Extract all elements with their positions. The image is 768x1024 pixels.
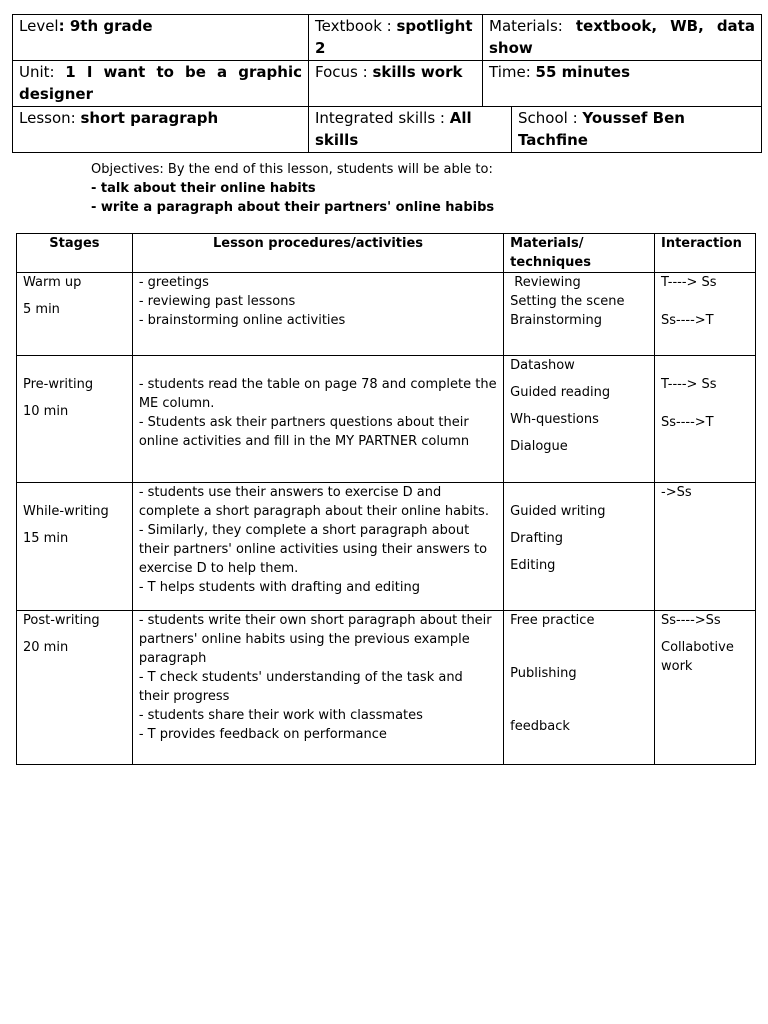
skills-cell: Integrated skills : All skills — [309, 107, 512, 153]
header-row-2 — [13, 61, 762, 107]
table-row — [17, 356, 756, 483]
materials-cell: Materials: textbook, WB, data show — [483, 15, 762, 61]
stage-cell: Post-writing 20 min — [17, 611, 133, 765]
objectives-section — [91, 160, 494, 217]
table-row — [17, 483, 756, 611]
focus-cell: Focus : skills work — [309, 61, 483, 107]
header-row-1 — [13, 15, 762, 61]
stage-cell: Pre-writing 10 min — [17, 356, 133, 483]
textbook-cell: Textbook : spotlight 2 — [309, 15, 483, 61]
interaction-cell: T----> Ss Ss---->T — [655, 356, 756, 483]
procedures-cell: - greetings - reviewing past lessons - brainstorming online activities — [132, 273, 503, 356]
unit-cell: Unit: 1 I want to be a graphic designer — [13, 61, 309, 107]
procedures-cell: - students read the table on page 78 and complete the ME column. - Students ask their partners questions about their online activities and fill in the MY PARTNER column — [132, 356, 503, 483]
procedures-header: Lesson procedures/activities — [132, 234, 503, 273]
objective-item: - talk about their online habits — [91, 181, 316, 196]
table-row — [17, 273, 756, 356]
table-row — [17, 611, 756, 765]
header-row-3 — [13, 107, 762, 153]
interaction-header: Interaction — [655, 234, 756, 273]
stage-cell: While-writing 15 min — [17, 483, 133, 611]
objectives-intro: Objectives: By the end of this lesson, students will be able to: — [91, 162, 493, 177]
interaction-cell: ->Ss — [655, 483, 756, 611]
plan-header-row — [17, 234, 756, 273]
objective-item: - write a paragraph about their partners' online habibs — [91, 200, 495, 215]
materials-cell: Free practice Publishing feedback — [504, 611, 655, 765]
stages-header: Stages — [17, 234, 133, 273]
time-cell: Time: 55 minutes — [483, 61, 762, 107]
school-cell: School : Youssef Ben Tachfine — [512, 107, 762, 153]
materials-cell: Reviewing Setting the scene Brainstorming — [504, 273, 655, 356]
stage-cell: Warm up 5 min — [17, 273, 133, 356]
level-cell: Level: 9th grade — [13, 15, 309, 61]
lesson-header-table — [12, 14, 762, 153]
interaction-cell: T----> Ss Ss---->T — [655, 273, 756, 356]
lesson-plan-table — [16, 233, 756, 765]
procedures-cell: - students write their own short paragraph about their partners' online habits using the previous example paragraph - T check students' understanding of the task and their progress - students share their work with classmates - T provides feedback on performance — [132, 611, 503, 765]
lesson-cell: Lesson: short paragraph — [13, 107, 309, 153]
materials-cell: Datashow Guided reading Wh-questions Dialogue — [504, 356, 655, 483]
interaction-cell: Ss---->Ss Collabotive work — [655, 611, 756, 765]
materials-cell: Guided writing Drafting Editing — [504, 483, 655, 611]
procedures-cell: - students use their answers to exercise D and complete a short paragraph about their online habits. - Similarly, they complete a short paragraph about their partners' online activities using their answers to exercise D to help them. - T helps students with drafting and editing — [132, 483, 503, 611]
materials-header: Materials/ techniques — [504, 234, 655, 273]
